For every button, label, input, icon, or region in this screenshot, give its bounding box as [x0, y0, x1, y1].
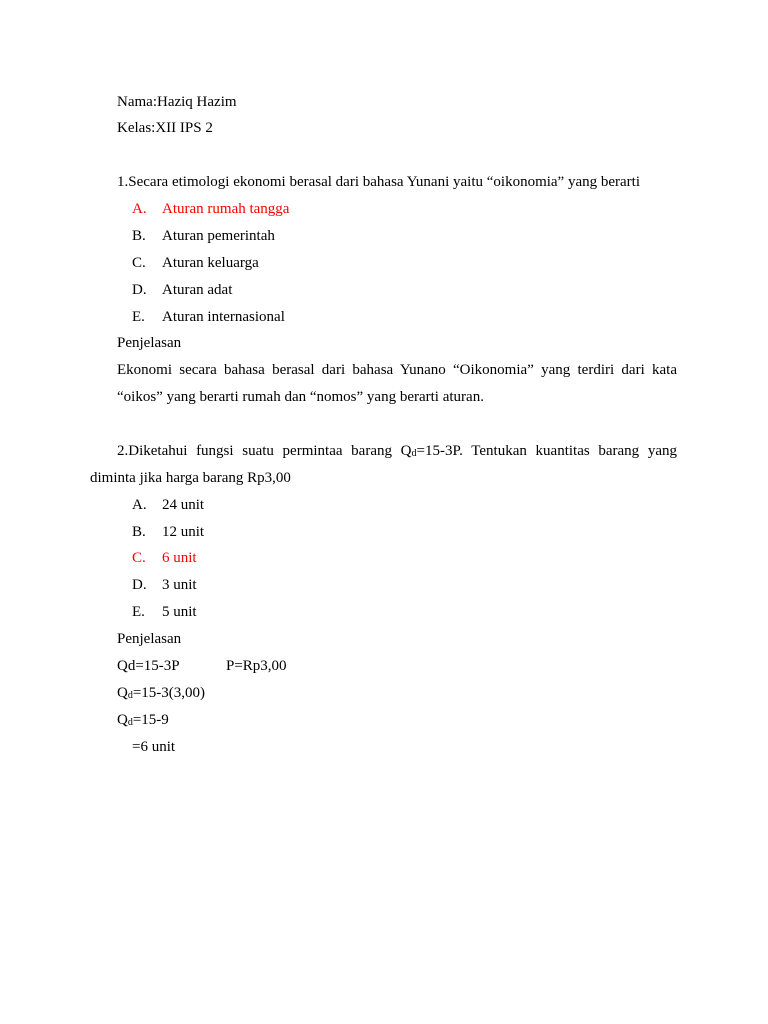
option-text: 24 unit: [162, 497, 205, 513]
option-text: Aturan adat: [162, 282, 233, 298]
option-text: Aturan rumah tangga: [162, 201, 290, 217]
q-symbol: Q: [117, 712, 128, 728]
option-letter: C.: [132, 550, 146, 566]
option-letter: D.: [132, 282, 147, 298]
q2-text-prefix: 2.Diketahui fungsi suatu permintaa barang Q: [117, 443, 412, 459]
q2-subscript: d: [411, 448, 417, 459]
option-text: 6 unit: [162, 550, 197, 566]
q2-option-e: [132, 603, 197, 621]
q-subscript: d: [127, 717, 133, 728]
q1-option-c: [132, 254, 259, 272]
q2-option-b: [132, 523, 204, 541]
q2-option-a: [132, 496, 204, 514]
q2-text-suffix: =15-3P. Tentukan kuantitas barang yang: [416, 443, 677, 459]
option-letter: C.: [132, 255, 146, 271]
q1-option-d: [132, 281, 232, 299]
q1-explanation-line-1: Ekonomi secara bahasa berasal dari bahasa Yunano “Oikonomia” yang terdiri dari kata: [117, 362, 677, 378]
equation-rest: =15-3(3,00): [132, 685, 206, 701]
student-class: Kelas:XII IPS 2: [117, 120, 213, 136]
option-letter: E.: [132, 309, 145, 325]
q1-option-e: [132, 308, 285, 326]
equation-rest: =15-9: [132, 712, 169, 728]
q2-work-line-3: [117, 711, 169, 729]
q1-explanation-line-2: “oikos” yang berarti rumah dan “nomos” yang berarti aturan.: [117, 389, 484, 405]
option-letter: B.: [132, 228, 146, 244]
q2-work-line-1a: Qd=15-3P: [117, 658, 180, 674]
q2-option-c: [132, 549, 197, 567]
option-letter: B.: [132, 524, 146, 540]
q2-work-result: =6 unit: [132, 739, 176, 755]
q2-option-d: [132, 576, 197, 594]
q-subscript: d: [127, 690, 133, 701]
q2-explanation-label: Penjelasan: [117, 631, 182, 647]
q2-work-line-2: [117, 684, 205, 702]
option-text: Aturan keluarga: [162, 255, 259, 271]
option-text: 5 unit: [162, 604, 197, 620]
q-symbol: Q: [117, 685, 128, 701]
question-1-text: 1.Secara etimologi ekonomi berasal dari bahasa Yunani yaitu “oikonomia” yang berarti: [117, 174, 641, 190]
q1-option-b: [132, 227, 275, 245]
q1-explanation-label: Penjelasan: [117, 335, 182, 351]
option-text: Aturan internasional: [162, 309, 285, 325]
option-text: 12 unit: [162, 524, 205, 540]
option-text: Aturan pemerintah: [162, 228, 275, 244]
option-letter: E.: [132, 604, 145, 620]
q1-option-a: [132, 200, 289, 218]
q2-work-line-1b: P=Rp3,00: [226, 658, 287, 674]
option-letter: A.: [132, 497, 147, 513]
option-letter: A.: [132, 201, 147, 217]
option-text: 3 unit: [162, 577, 197, 593]
option-letter: D.: [132, 577, 147, 593]
question-2-line-2: diminta jika harga barang Rp3,00: [90, 470, 291, 486]
question-2-line-1: [117, 442, 677, 460]
student-name: Nama:Haziq Hazim: [117, 94, 237, 110]
